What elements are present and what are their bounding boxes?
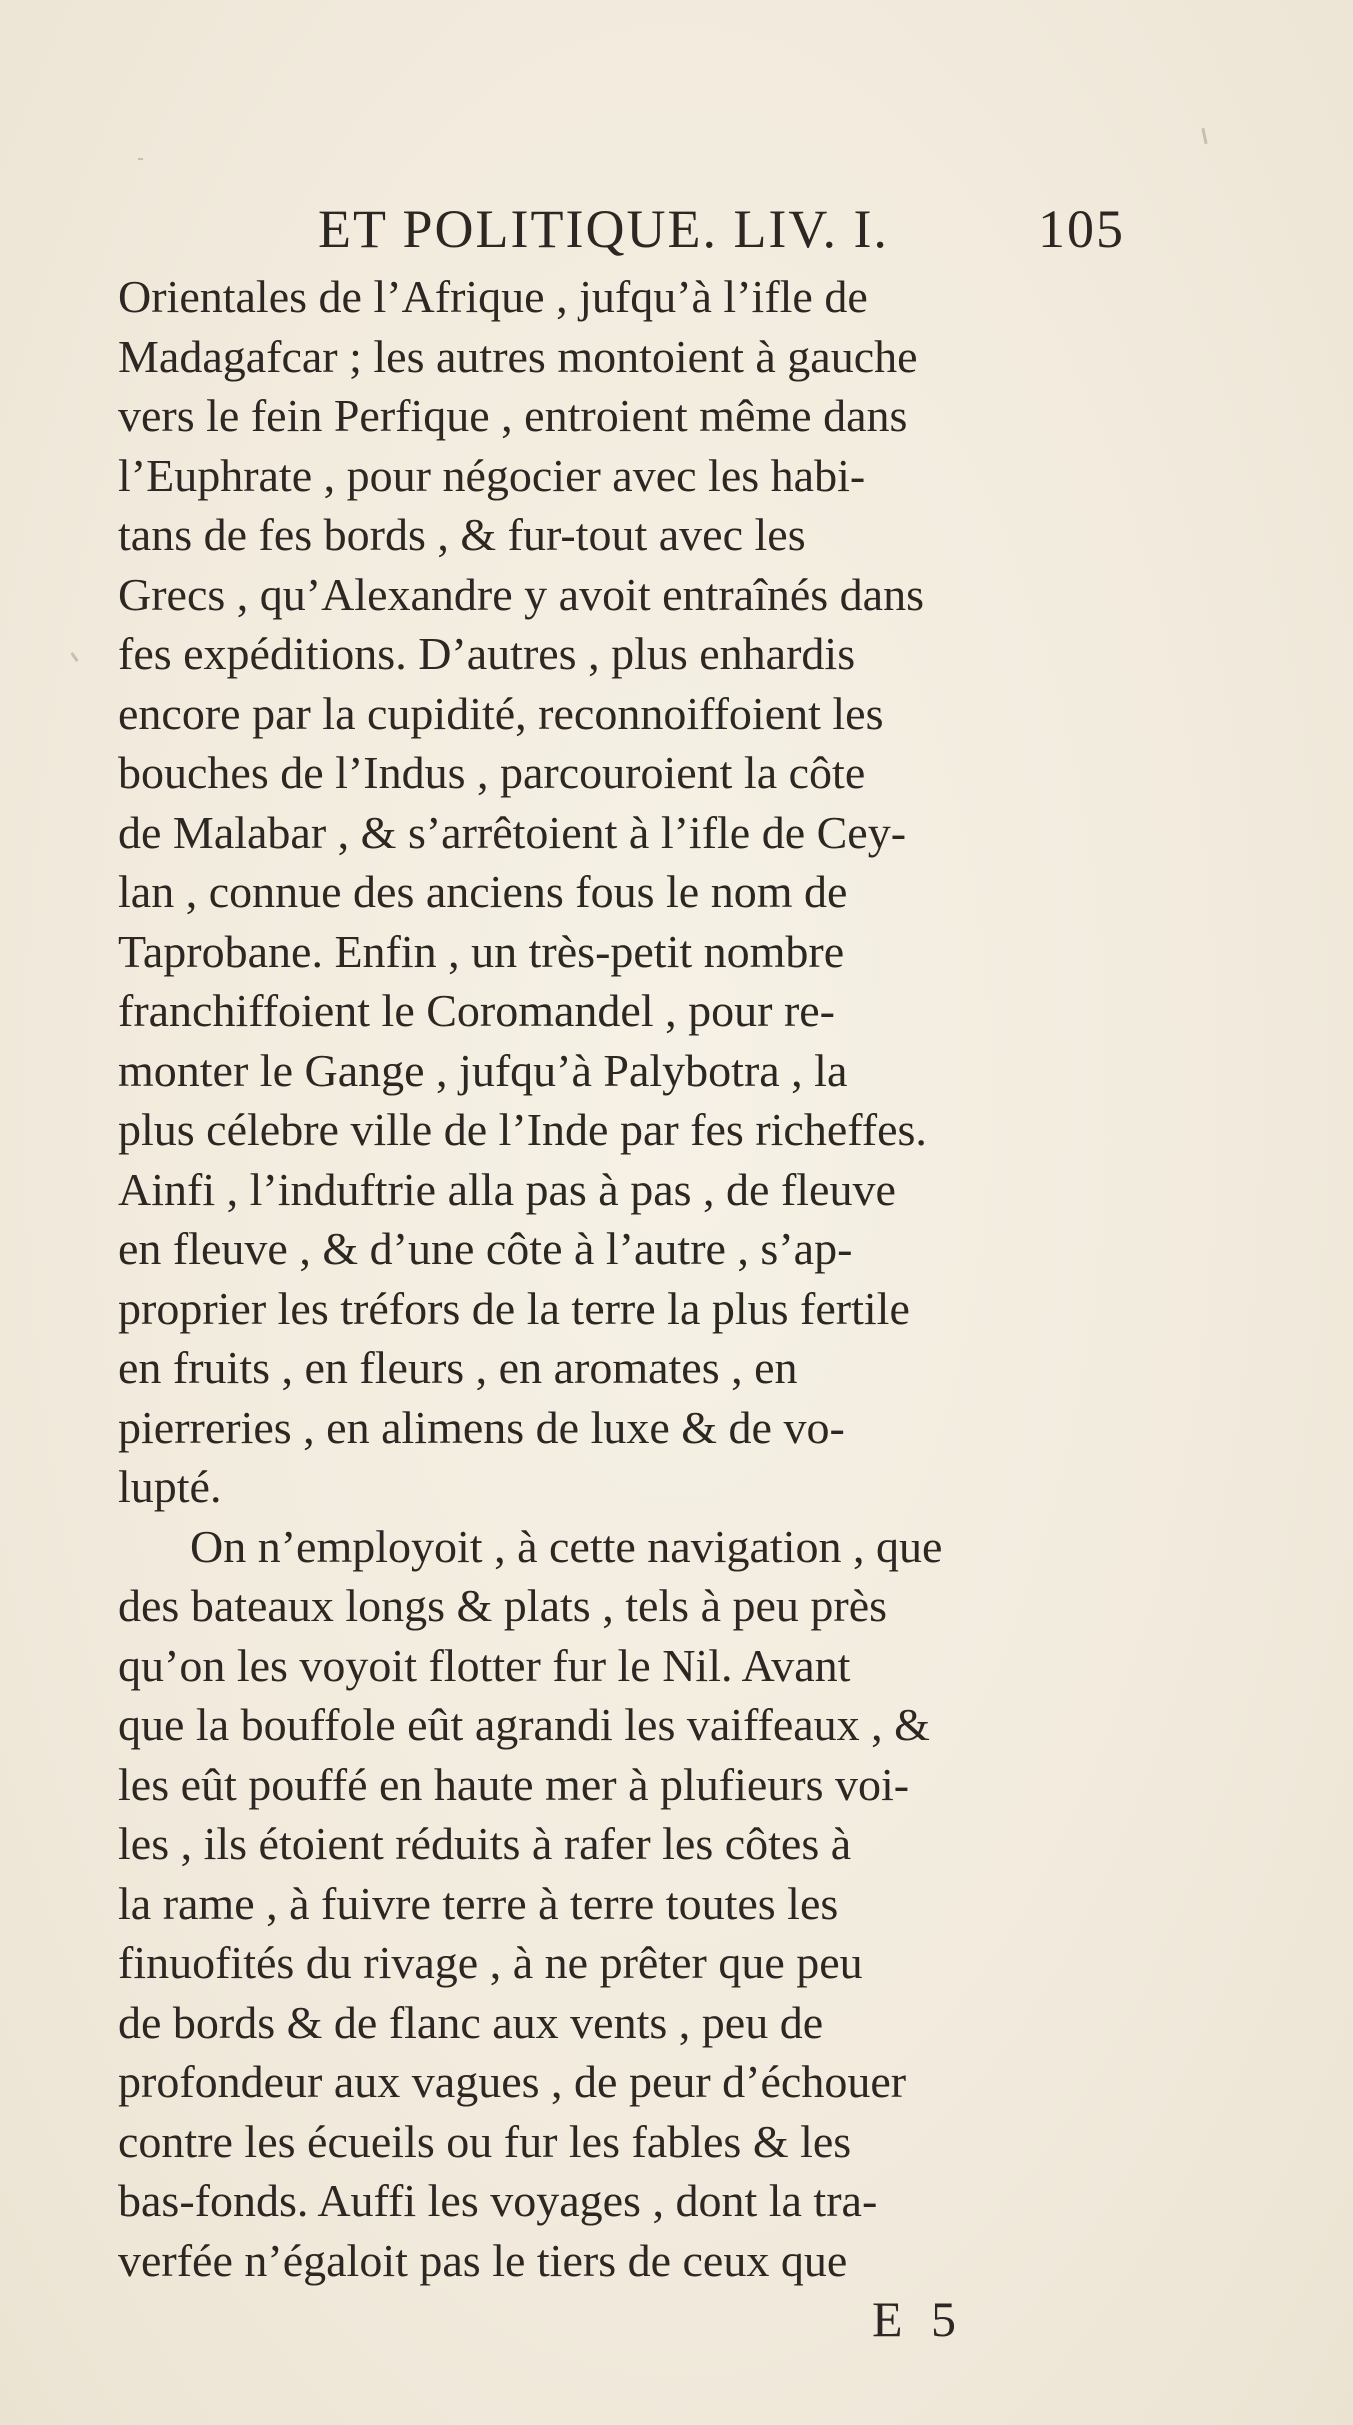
text-line: qu’on les voyoit flotter fur le Nil. Avant [118,1639,851,1691]
text-line: lupté. [118,1461,222,1512]
text-line: des bateaux longs & plats , tels à peu près [118,1580,888,1631]
text-line: contre les écueils ou fur les fables & les [118,2115,852,2167]
text-line: les , ils étoient réduits à rafer les côtes à [118,1818,852,1869]
text-line: verfée n’égaloit pas le tiers de ceux que [118,2234,848,2286]
text-line: encore par la cupidité, reconnoiffoient les [118,687,884,739]
paper-speck [1201,128,1207,144]
text-line: monter le Gange , jufqu’à Palybotra , la [118,1044,848,1096]
text-line: tans de fes bords , & fur-tout avec les [118,509,806,560]
text-line: plus célebre ville de l’Inde par fes richeffes. [118,1104,927,1155]
text-line: pierreries , en alimens de luxe & de vo- [118,1401,845,1453]
text-line: de bords & de flanc aux vents , peu de [118,1996,824,2048]
text-line: Ainfi , l’induftrie alla pas à pas , de fleuve [118,1163,896,1215]
text-line: bouches de l’Indus , parcouroient la côte [118,747,866,798]
paragraph-first-line: On n’employoit , à cette navigation , que [190,1520,943,1572]
text-line: profondeur aux vagues , de peur d’échouer [118,2056,907,2107]
page-header [318,198,1178,268]
text-line: les eût pouffé en haute mer à plufieurs voi- [118,1758,910,1810]
signature-mark: E 5 [872,2291,965,2347]
text-line: que la bouffole eût agrandi les vaiffeaux , & [118,1699,930,1750]
text-line: Madagafcar ; les autres montoient à gauche [118,330,918,382]
text-line: finuofités du rivage , à ne prêter que peu [118,1937,863,1988]
text-line: la rame , à fuivre terre à terre toutes les [118,1877,839,1929]
text-line: l’Euphrate , pour négocier avec les habi- [118,449,866,501]
text-line: proprier les tréfors de la terre la plus fertile [118,1282,910,1334]
text-line: en fleuve , & d’une côte à l’autre , s’ap- [118,1223,853,1274]
page-number: 105 [1038,199,1125,259]
text-line: Grecs , qu’Alexandre y avoit entraînés dans [118,568,924,620]
text-line: lan , connue des anciens fous le nom de [118,866,848,917]
body-text [118,267,1153,2290]
text-line: fes expéditions. D’autres , plus enhardis [118,628,856,679]
paper-speck [138,158,143,160]
text-line: Taprobane. Enfin , un très-petit nombre [118,925,845,977]
text-line: Orientales de l’Afrique , jufqu’à l’ifle de [118,271,868,322]
text-line: vers le fein Perfique , entroient même dans [118,390,908,441]
text-line: bas-fonds. Auffi les voyages , dont la tra- [118,2175,878,2226]
text-line: en fruits , en fleurs , en aromates , en [118,1342,798,1393]
text-line: de Malabar , & s’arrêtoient à l’ifle de Cey- [118,806,907,858]
paper-speck [70,652,78,662]
running-title: ET POLITIQUE. LIV. I. [318,199,889,259]
text-line: franchiffoient le Coromandel , pour re- [118,985,835,1036]
